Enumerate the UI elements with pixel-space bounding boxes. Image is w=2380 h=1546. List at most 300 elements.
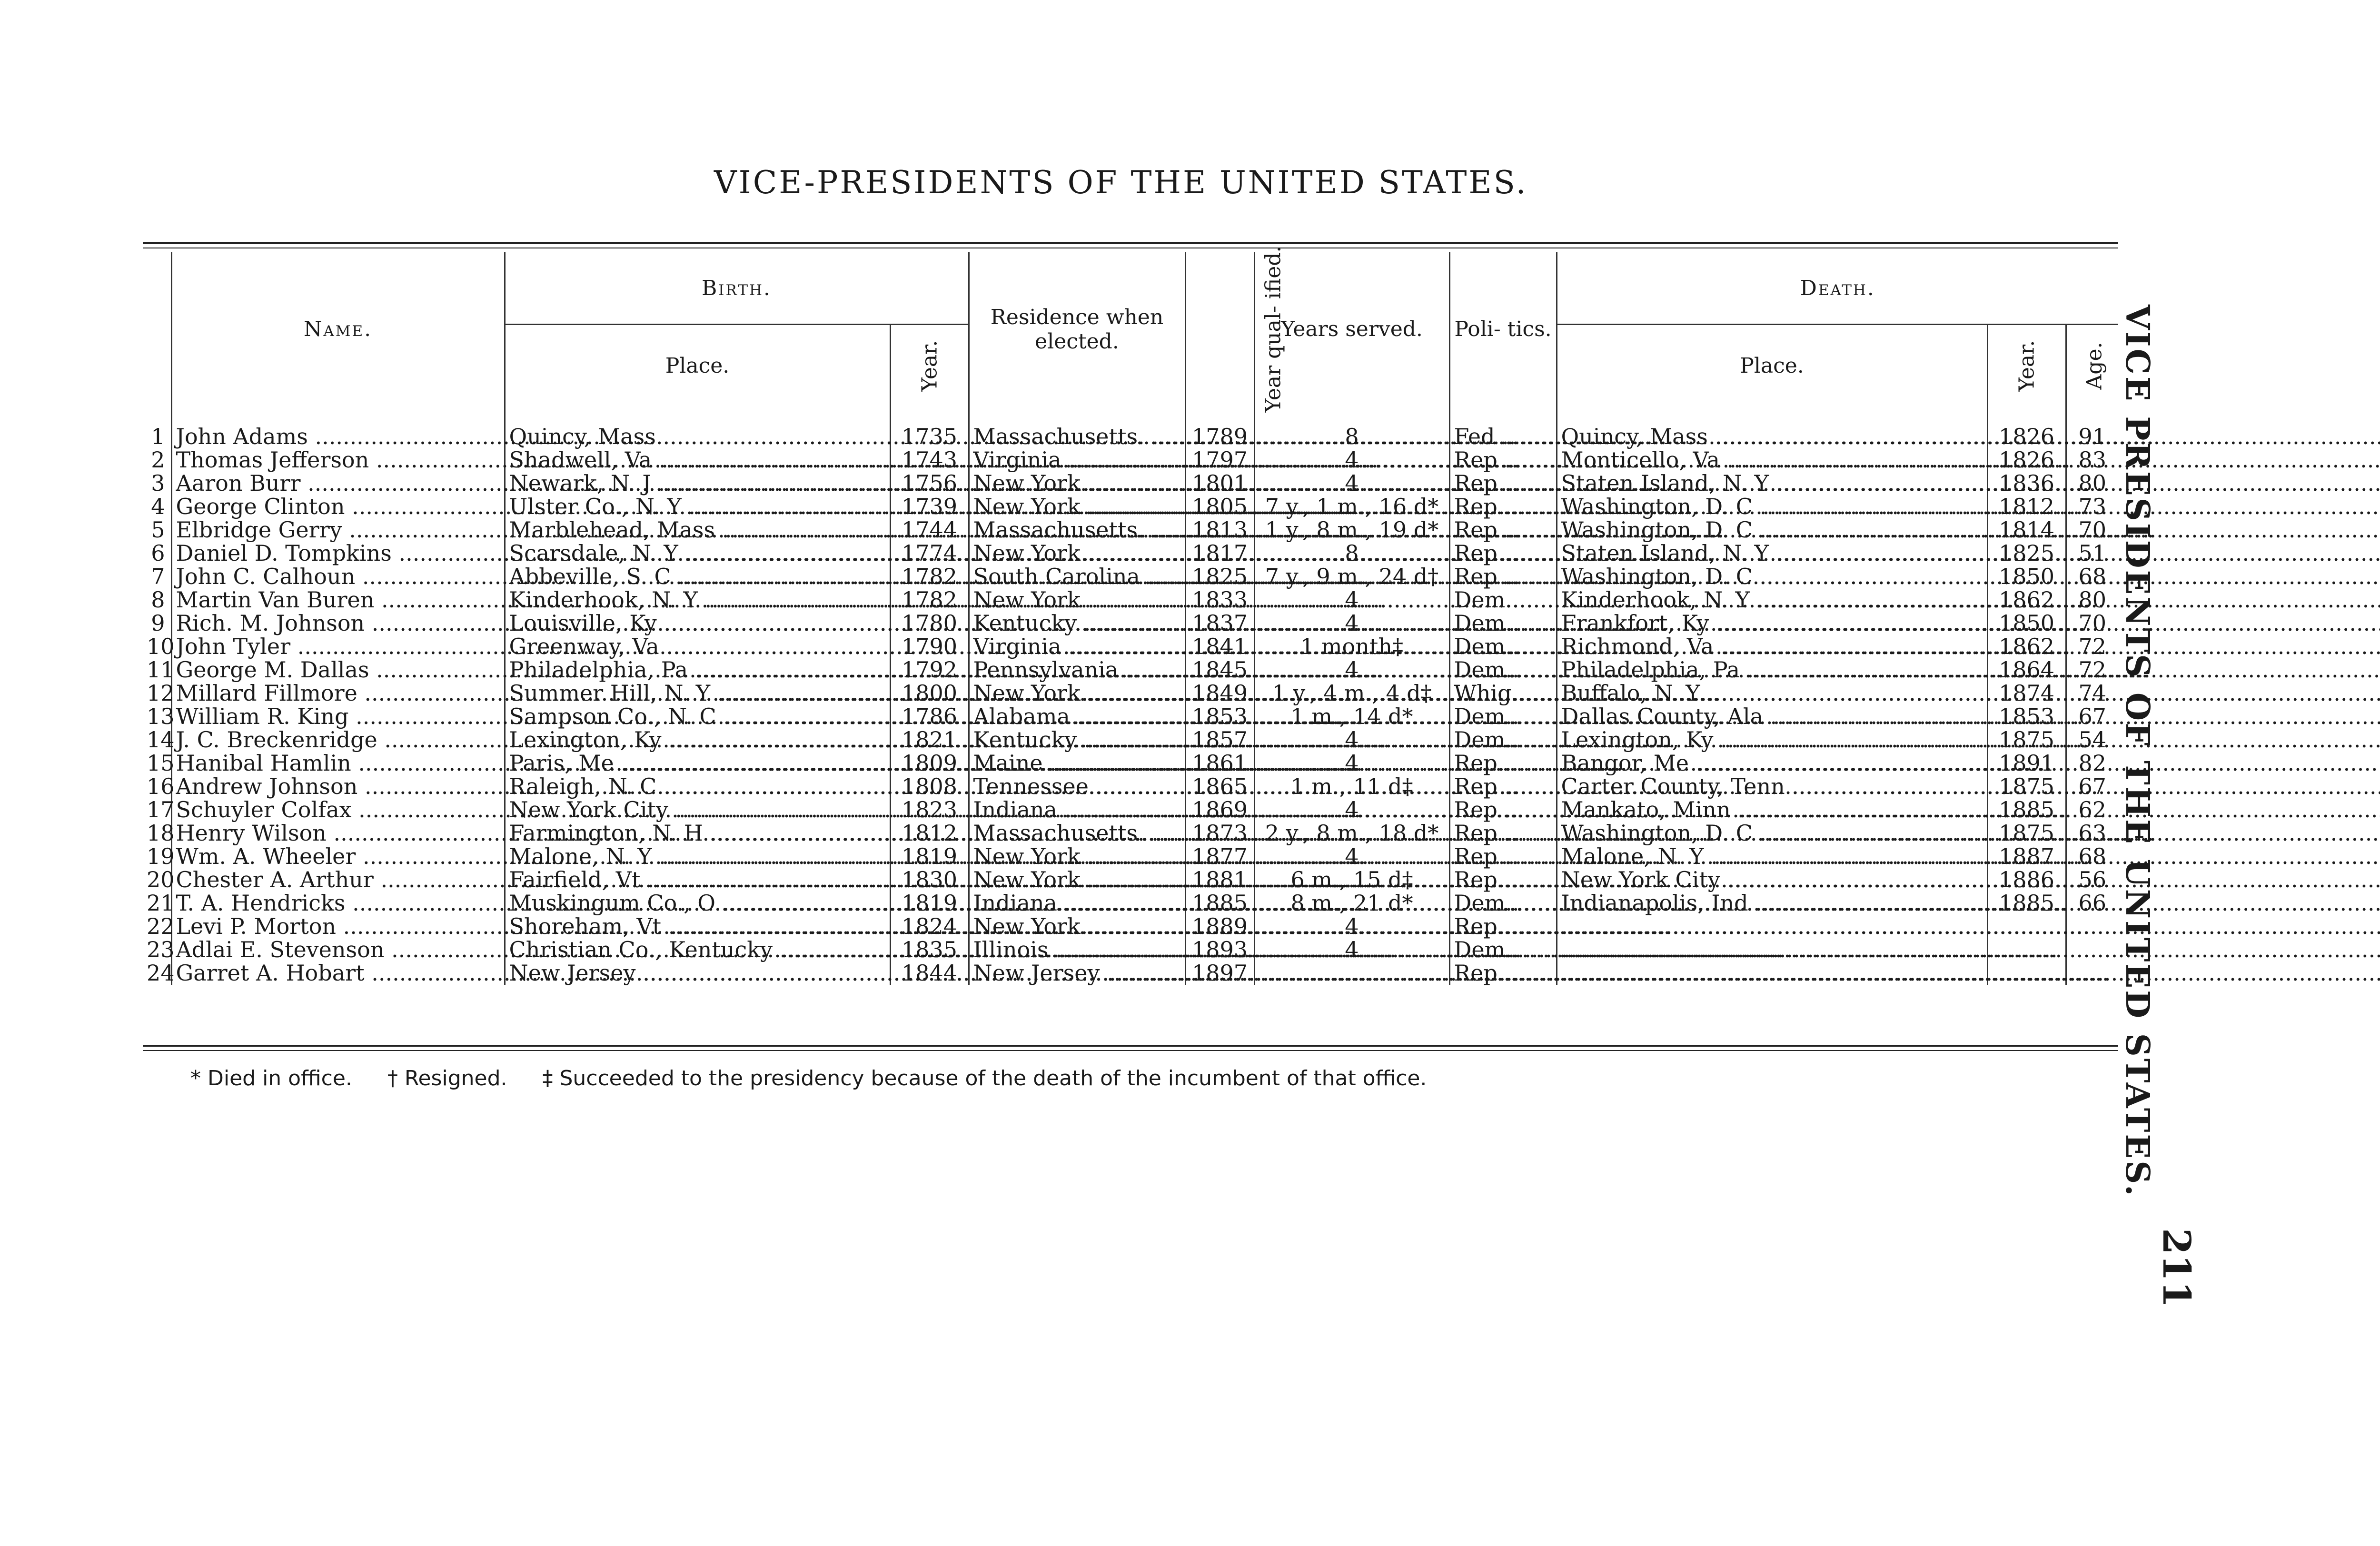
birth-place-cell: Sampson Co., N. C ..... bbox=[505, 705, 890, 728]
bottom-rule bbox=[143, 1045, 2118, 1047]
birth-place-cell: Newark, N. J ..... bbox=[505, 472, 890, 495]
politics-cell: Dem.. bbox=[1449, 705, 1557, 728]
vp-name-cell: Aaron Burr ..... bbox=[171, 472, 505, 495]
year-qualified-cell: 1797 bbox=[1185, 448, 1254, 472]
birth-year-cell: 1735 bbox=[890, 406, 969, 448]
table-row bbox=[143, 961, 2118, 985]
vp-name-cell: Henry Wilson ..... bbox=[171, 822, 505, 845]
birth-place-cell: New Jersey ..... bbox=[505, 961, 890, 985]
residence-cell: Kentucky ..... bbox=[969, 728, 1185, 752]
death-place-cell: Staten Island, N. Y ..... bbox=[1557, 472, 1987, 495]
years-served-cell: 6 m., 15 d‡ bbox=[1254, 868, 1449, 892]
age-cell: 67 bbox=[2066, 705, 2118, 728]
politics-cell: Rep .. bbox=[1449, 961, 1557, 985]
table-row bbox=[143, 658, 2118, 682]
politics-cell: Rep .. bbox=[1449, 448, 1557, 472]
birth-year-cell: 1786 bbox=[890, 705, 969, 728]
table-row bbox=[143, 682, 2118, 705]
birth-year-cell: 1774 bbox=[890, 542, 969, 565]
years-served-cell: 8 m., 21 d* bbox=[1254, 892, 1449, 915]
residence-cell: New York ..... bbox=[969, 845, 1185, 868]
table-row bbox=[143, 612, 2118, 635]
row-number-cell: 9 bbox=[151, 610, 165, 636]
residence-cell: Massachusetts. ..... bbox=[969, 822, 1185, 845]
table-row bbox=[143, 798, 2118, 822]
death-place-cell: Carter County, Tenn ..... bbox=[1557, 775, 1987, 798]
death-place-cell: New York City ..... bbox=[1557, 868, 1987, 892]
residence-cell: Maine ..... bbox=[969, 752, 1185, 775]
residence-cell: Indiana ..... bbox=[969, 798, 1185, 822]
death-year-label: Year. bbox=[2014, 340, 2039, 391]
birth-place-cell: Greenway, Va ..... bbox=[505, 635, 890, 658]
residence-cell: New York ..... bbox=[969, 682, 1185, 705]
row-number-cell: 5 bbox=[151, 517, 165, 543]
table-row bbox=[143, 728, 2118, 752]
year-qualified-label: Year qual- ified. bbox=[1260, 246, 1285, 413]
year-qualified-cell: 1801 bbox=[1185, 472, 1254, 495]
birth-place-cell: New York City ..... bbox=[505, 798, 890, 822]
death-place-cell: Richmond, Va ..... bbox=[1557, 635, 1987, 658]
vp-name-cell: Levi P. Morton ..... bbox=[171, 915, 505, 938]
age-cell: 91 bbox=[2066, 406, 2118, 448]
birth-place-cell: Lexington, Ky ..... bbox=[505, 728, 890, 752]
death-place-cell: Dallas County, Ala ..... bbox=[1557, 705, 1987, 728]
politics-cell: Rep .. bbox=[1449, 822, 1557, 845]
birth-year-cell: 1824 bbox=[890, 915, 969, 938]
age-cell: 83 bbox=[2066, 448, 2118, 472]
birth-year-cell: 1835 bbox=[890, 938, 969, 961]
table-row bbox=[143, 635, 2118, 658]
vp-name-cell: Hanibal Hamlin ..... bbox=[171, 752, 505, 775]
table-body bbox=[143, 406, 2118, 985]
residence-cell: New York ..... bbox=[969, 495, 1185, 518]
years-served-cell: 4 bbox=[1254, 448, 1449, 472]
years-served-cell: 7 y., 9 m., 24 d† bbox=[1254, 565, 1449, 588]
years-served-cell: 4 bbox=[1254, 798, 1449, 822]
birth-year-header bbox=[890, 325, 969, 406]
table-row bbox=[143, 495, 2118, 518]
vp-name-cell: Millard Fillmore ..... bbox=[171, 682, 505, 705]
footnote-succeeded: ‡ Succeeded to the presidency because of the death of the incumbent of that office. bbox=[542, 1066, 1427, 1090]
top-rule bbox=[143, 242, 2118, 244]
residence-cell: Virginia ..... bbox=[969, 448, 1185, 472]
birth-year-cell: 1782 bbox=[890, 588, 969, 612]
age-cell: 70 bbox=[2066, 518, 2118, 542]
page-number: 211 bbox=[2154, 1228, 2199, 1308]
vp-name-cell: Garret A. Hobart ..... bbox=[171, 961, 505, 985]
birth-header: Birth. bbox=[505, 252, 969, 325]
years-served-cell: 1 m., 11 d‡ bbox=[1254, 775, 1449, 798]
birth-place-cell: Marblehead, Mass ..... bbox=[505, 518, 890, 542]
residence-cell: Massachusetts. ..... bbox=[969, 518, 1185, 542]
row-number-cell: 10 bbox=[147, 634, 175, 659]
birth-year-cell: 1790 bbox=[890, 635, 969, 658]
death-year-cell: 1850 bbox=[1987, 612, 2066, 635]
death-year-cell: 1862 bbox=[1987, 588, 2066, 612]
residence-cell: New York ..... bbox=[969, 472, 1185, 495]
politics-cell: Fed .. bbox=[1449, 406, 1557, 448]
side-running-title: VICE PRESIDENTS OF THE UNITED STATES. bbox=[2118, 305, 2156, 1198]
birth-place-cell: Farmington, N. H ..... bbox=[505, 822, 890, 845]
death-place-cell: Mankato, Minn ..... bbox=[1557, 798, 1987, 822]
birth-place-cell: Paris, Me ..... bbox=[505, 752, 890, 775]
death-place-cell bbox=[1557, 938, 1987, 961]
death-header: Death. bbox=[1557, 252, 2118, 325]
row-number-cell: 3 bbox=[151, 470, 165, 496]
footnotes bbox=[190, 1066, 1455, 1090]
birth-year-cell: 1830 bbox=[890, 868, 969, 892]
politics-cell: Rep .. bbox=[1449, 518, 1557, 542]
birth-year-cell: 1823 bbox=[890, 798, 969, 822]
politics-cell: Dem.. bbox=[1449, 938, 1557, 961]
death-place-cell: Buffalo, N. Y ..... bbox=[1557, 682, 1987, 705]
year-qualified-cell: 1869 bbox=[1185, 798, 1254, 822]
birth-place-cell: Ulster Co., N. Y ..... bbox=[505, 495, 890, 518]
year-qualified-cell: 1833 bbox=[1185, 588, 1254, 612]
years-served-cell: 4 bbox=[1254, 915, 1449, 938]
politics-cell: Rep .. bbox=[1449, 868, 1557, 892]
residence-cell: Massachusetts. ..... bbox=[969, 406, 1185, 448]
politics-header: Poli- tics. bbox=[1449, 252, 1557, 406]
residence-cell: South Carolina ..... bbox=[969, 565, 1185, 588]
table-row bbox=[143, 868, 2118, 892]
age-cell: 63 bbox=[2066, 822, 2118, 845]
birth-year-cell: 1800 bbox=[890, 682, 969, 705]
birth-year-cell: 1744 bbox=[890, 518, 969, 542]
politics-cell: Dem.. bbox=[1449, 658, 1557, 682]
table-row bbox=[143, 565, 2118, 588]
politics-cell: Whig. bbox=[1449, 682, 1557, 705]
death-year-cell: 1875 bbox=[1987, 775, 2066, 798]
age-cell: 68 bbox=[2066, 565, 2118, 588]
birth-place-cell: Christian Co., Kentucky ..... bbox=[505, 938, 890, 961]
vp-name-cell: Martin Van Buren ..... bbox=[171, 588, 505, 612]
politics-cell: Rep .. bbox=[1449, 565, 1557, 588]
years-served-cell: 8 bbox=[1254, 406, 1449, 448]
years-served-header: Years served. bbox=[1254, 252, 1449, 406]
age-cell: 74 bbox=[2066, 682, 2118, 705]
death-place-cell: Bangor, Me ..... bbox=[1557, 752, 1987, 775]
years-served-cell: 4 bbox=[1254, 658, 1449, 682]
age-cell: 51 bbox=[2066, 542, 2118, 565]
years-served-cell: 4 bbox=[1254, 728, 1449, 752]
birth-year-cell: 1844 bbox=[890, 961, 969, 985]
birth-year-cell: 1743 bbox=[890, 448, 969, 472]
age-cell: 80 bbox=[2066, 588, 2118, 612]
birth-place-cell: Muskingum Co., O ..... bbox=[505, 892, 890, 915]
table-row bbox=[143, 472, 2118, 495]
age-cell: 62 bbox=[2066, 798, 2118, 822]
birth-year-cell: 1812 bbox=[890, 822, 969, 845]
years-served-cell: 4 bbox=[1254, 588, 1449, 612]
row-number-cell: 1 bbox=[151, 424, 165, 449]
row-number-cell: 20 bbox=[147, 867, 175, 892]
politics-cell: Rep .. bbox=[1449, 915, 1557, 938]
age-label: Age. bbox=[2082, 342, 2106, 389]
death-place-cell bbox=[1557, 915, 1987, 938]
death-place-cell: Washington, D. C ..... bbox=[1557, 565, 1987, 588]
death-year-cell: 1874 bbox=[1987, 682, 2066, 705]
death-year-header bbox=[1987, 325, 2066, 406]
year-qualified-cell: 1841 bbox=[1185, 635, 1254, 658]
death-place-cell: Quincy, Mass ..... bbox=[1557, 406, 1987, 448]
vp-name-cell: John C. Calhoun ..... bbox=[171, 565, 505, 588]
years-served-cell: 4 bbox=[1254, 472, 1449, 495]
years-served-cell: 1 month‡ bbox=[1254, 635, 1449, 658]
year-qualified-cell: 1873 bbox=[1185, 822, 1254, 845]
death-year-cell: 1826 bbox=[1987, 448, 2066, 472]
death-place-cell: Monticello, Va ..... bbox=[1557, 448, 1987, 472]
row-number-cell: 16 bbox=[147, 773, 175, 799]
birth-year-cell: 1782 bbox=[890, 565, 969, 588]
table-row bbox=[143, 752, 2118, 775]
vp-name-cell: John Adams ..... bbox=[171, 406, 505, 448]
table-row bbox=[143, 542, 2118, 565]
year-qualified-cell: 1825 bbox=[1185, 565, 1254, 588]
death-place-cell: Malone, N. Y ..... bbox=[1557, 845, 1987, 868]
years-served-cell: 1 y., 8 m., 19 d* bbox=[1254, 518, 1449, 542]
year-qualified-cell: 1897 bbox=[1185, 961, 1254, 985]
death-place-cell bbox=[1557, 961, 1987, 985]
table-row bbox=[143, 822, 2118, 845]
age-cell: 68 bbox=[2066, 845, 2118, 868]
death-year-cell: 1862 bbox=[1987, 635, 2066, 658]
row-number-cell: 12 bbox=[147, 680, 175, 706]
vp-name-cell: J. C. Breckenridge ..... bbox=[171, 728, 505, 752]
row-number-cell: 18 bbox=[147, 820, 175, 846]
death-place-cell: Washington, D. C ..... bbox=[1557, 822, 1987, 845]
row-number-cell: 6 bbox=[151, 540, 165, 566]
death-year-cell: 1875 bbox=[1987, 822, 2066, 845]
year-qualified-cell: 1889 bbox=[1185, 915, 1254, 938]
row-number-cell: 15 bbox=[147, 750, 175, 776]
age-cell: 67 bbox=[2066, 775, 2118, 798]
age-cell: 72 bbox=[2066, 658, 2118, 682]
row-number-cell: 14 bbox=[147, 727, 175, 753]
death-place-cell: Kinderhook, N. Y ..... bbox=[1557, 588, 1987, 612]
death-year-cell: 1853 bbox=[1987, 705, 2066, 728]
death-year-cell: 1887 bbox=[1987, 845, 2066, 868]
age-cell: 66 bbox=[2066, 892, 2118, 915]
death-year-cell: 1864 bbox=[1987, 658, 2066, 682]
residence-cell: Tennessee ..... bbox=[969, 775, 1185, 798]
year-qualified-cell: 1813 bbox=[1185, 518, 1254, 542]
row-number-cell: 17 bbox=[147, 797, 175, 823]
birth-year-cell: 1819 bbox=[890, 892, 969, 915]
birth-year-cell: 1808 bbox=[890, 775, 969, 798]
row-number-cell: 24 bbox=[147, 960, 175, 986]
death-year-cell: 1826 bbox=[1987, 406, 2066, 448]
table-row bbox=[143, 518, 2118, 542]
row-number-cell: 8 bbox=[151, 587, 165, 613]
year-qualified-cell: 1877 bbox=[1185, 845, 1254, 868]
death-place-cell: Indianapolis, Ind ..... bbox=[1557, 892, 1987, 915]
death-year-cell: 1885 bbox=[1987, 892, 2066, 915]
age-header bbox=[2066, 325, 2118, 406]
death-year-cell: 1812 bbox=[1987, 495, 2066, 518]
residence-cell: Illinois ..... bbox=[969, 938, 1185, 961]
table-row bbox=[143, 845, 2118, 868]
residence-cell: Alabama ..... bbox=[969, 705, 1185, 728]
birth-place-cell: Abbeville, S. C ..... bbox=[505, 565, 890, 588]
residence-cell: New Jersey ..... bbox=[969, 961, 1185, 985]
vp-name-cell: Wm. A. Wheeler ..... bbox=[171, 845, 505, 868]
year-qualified-cell: 1817 bbox=[1185, 542, 1254, 565]
politics-cell: Dem.. bbox=[1449, 588, 1557, 612]
birth-place-cell: Raleigh, N. C ..... bbox=[505, 775, 890, 798]
vp-name-cell: Rich. M. Johnson ..... bbox=[171, 612, 505, 635]
vp-name-cell: Thomas Jefferson ..... bbox=[171, 448, 505, 472]
politics-cell: Rep.. bbox=[1449, 752, 1557, 775]
table-row bbox=[143, 892, 2118, 915]
death-place-cell: Frankfort, Ky ..... bbox=[1557, 612, 1987, 635]
age-cell: 73 bbox=[2066, 495, 2118, 518]
vp-name-cell: George M. Dallas ..... bbox=[171, 658, 505, 682]
year-qualified-header bbox=[1185, 246, 1285, 413]
vp-name-cell: Andrew Johnson ..... bbox=[171, 775, 505, 798]
year-qualified-cell: 1789 bbox=[1185, 406, 1254, 448]
residence-cell: Kentucky ..... bbox=[969, 612, 1185, 635]
residence-cell: New York ..... bbox=[969, 542, 1185, 565]
residence-header: Residence when elected. bbox=[969, 252, 1185, 406]
years-served-cell: 2 y., 8 m., 18 d* bbox=[1254, 822, 1449, 845]
footnote-died: * Died in office. bbox=[190, 1066, 352, 1090]
birth-place-cell: Louisville, Ky ..... bbox=[505, 612, 890, 635]
vp-name-cell: George Clinton ..... bbox=[171, 495, 505, 518]
politics-cell: Rep .. bbox=[1449, 495, 1557, 518]
footnote-resigned: † Resigned. bbox=[387, 1066, 507, 1090]
row-number-cell: 22 bbox=[147, 913, 175, 939]
politics-cell: Dem.. bbox=[1449, 612, 1557, 635]
year-qualified-cell: 1885 bbox=[1185, 892, 1254, 915]
row-number-header bbox=[143, 252, 171, 406]
birth-place-cell: Kinderhook, N. Y ..... bbox=[505, 588, 890, 612]
vp-name-cell: T. A. Hendricks ..... bbox=[171, 892, 505, 915]
vice-presidents-table bbox=[143, 246, 2118, 986]
row-number-cell: 4 bbox=[151, 494, 165, 519]
residence-cell: Virginia ..... bbox=[969, 635, 1185, 658]
death-place-header: Place. bbox=[1557, 325, 1987, 406]
birth-place-cell: Quincy, Mass ..... bbox=[505, 406, 890, 448]
birth-year-cell: 1819 bbox=[890, 845, 969, 868]
death-year-cell: 1875 bbox=[1987, 728, 2066, 752]
years-served-cell: 1 m., 14 d* bbox=[1254, 705, 1449, 728]
birth-place-cell: Philadelphia, Pa ..... bbox=[505, 658, 890, 682]
death-place-cell: Philadelphia, Pa ..... bbox=[1557, 658, 1987, 682]
year-qualified-cell: 1849 bbox=[1185, 682, 1254, 705]
year-qualified-cell: 1845 bbox=[1185, 658, 1254, 682]
death-year-cell: 1836 bbox=[1987, 472, 2066, 495]
birth-year-cell: 1756 bbox=[890, 472, 969, 495]
politics-cell: Rep .. bbox=[1449, 472, 1557, 495]
years-served-cell: 4 bbox=[1254, 612, 1449, 635]
birth-year-label: Year. bbox=[917, 340, 942, 391]
year-qualified-cell: 1837 bbox=[1185, 612, 1254, 635]
residence-cell: Indiana ..... bbox=[969, 892, 1185, 915]
year-qualified-cell: 1853 bbox=[1185, 705, 1254, 728]
row-number-cell: 21 bbox=[147, 890, 175, 916]
death-place-cell: Washington, D. C ..... bbox=[1557, 518, 1987, 542]
years-served-cell: 7 y., 1 m., 16 d* bbox=[1254, 495, 1449, 518]
table-row bbox=[143, 915, 2118, 938]
row-number-cell: 11 bbox=[147, 657, 175, 683]
birth-place-cell: Fairfield, Vt ..... bbox=[505, 868, 890, 892]
page-title: VICE-PRESIDENTS OF THE UNITED STATES. bbox=[714, 164, 1528, 201]
birth-place-cell: Malone, N. Y ..... bbox=[505, 845, 890, 868]
politics-cell: Rep .. bbox=[1449, 845, 1557, 868]
age-cell: 56 bbox=[2066, 868, 2118, 892]
table-row bbox=[143, 448, 2118, 472]
table-row bbox=[143, 705, 2118, 728]
row-number-cell: 2 bbox=[151, 447, 165, 473]
politics-cell: Rep .. bbox=[1449, 542, 1557, 565]
row-number-cell: 7 bbox=[151, 564, 165, 589]
birth-year-cell: 1739 bbox=[890, 495, 969, 518]
vp-name-cell: Chester A. Arthur ..... bbox=[171, 868, 505, 892]
birth-year-cell: 1780 bbox=[890, 612, 969, 635]
table-row bbox=[143, 406, 2118, 448]
birth-year-cell: 1821 bbox=[890, 728, 969, 752]
year-qualified-cell: 1805 bbox=[1185, 495, 1254, 518]
death-year-cell: 1850 bbox=[1987, 565, 2066, 588]
death-year-cell: 1814 bbox=[1987, 518, 2066, 542]
vp-name-cell: William R. King ..... bbox=[171, 705, 505, 728]
death-year-cell: 1886 bbox=[1987, 868, 2066, 892]
bottom-rule-thin bbox=[143, 1050, 2118, 1051]
birth-place-cell: Shoreham, Vt ..... bbox=[505, 915, 890, 938]
politics-cell: Dem.. bbox=[1449, 728, 1557, 752]
years-served-cell: 4 bbox=[1254, 752, 1449, 775]
residence-cell: Pennsylvania .. ..... bbox=[969, 658, 1185, 682]
death-year-cell: 1825 bbox=[1987, 542, 2066, 565]
year-qualified-cell: 1861 bbox=[1185, 752, 1254, 775]
year-qualified-cell: 1865 bbox=[1185, 775, 1254, 798]
birth-place-cell: Summer Hill, N. Y ..... bbox=[505, 682, 890, 705]
name-header: Name. bbox=[171, 252, 505, 406]
years-served-cell: 4 bbox=[1254, 845, 1449, 868]
birth-place-header: Place. bbox=[505, 325, 890, 406]
age-cell: 80 bbox=[2066, 472, 2118, 495]
death-place-cell: Staten Island, N. Y ..... bbox=[1557, 542, 1987, 565]
residence-cell: New York ..... bbox=[969, 868, 1185, 892]
row-number-cell: 23 bbox=[147, 937, 175, 962]
year-qualified-cell: 1893 bbox=[1185, 938, 1254, 961]
death-place-cell: Washington, D. C ..... bbox=[1557, 495, 1987, 518]
vp-name-cell: Elbridge Gerry ..... bbox=[171, 518, 505, 542]
year-qualified-cell: 1881 bbox=[1185, 868, 1254, 892]
age-cell: 72 bbox=[2066, 635, 2118, 658]
age-cell: 54 bbox=[2066, 728, 2118, 752]
years-served-cell: 4 bbox=[1254, 938, 1449, 961]
politics-cell: Rep .. bbox=[1449, 798, 1557, 822]
years-served-cell: 8 bbox=[1254, 542, 1449, 565]
birth-year-cell: 1792 bbox=[890, 658, 969, 682]
residence-cell: New York ..... bbox=[969, 915, 1185, 938]
residence-cell: New York ..... bbox=[969, 588, 1185, 612]
row-number-cell: 13 bbox=[147, 704, 175, 729]
vp-name-cell: Adlai E. Stevenson ..... bbox=[171, 938, 505, 961]
table-row bbox=[143, 775, 2118, 798]
politics-cell: Dem.. bbox=[1449, 635, 1557, 658]
year-qualified-cell: 1857 bbox=[1185, 728, 1254, 752]
birth-place-cell: Shadwell, Va ..... bbox=[505, 448, 890, 472]
vp-name-cell: Daniel D. Tompkins ..... bbox=[171, 542, 505, 565]
politics-cell: Rep .. bbox=[1449, 775, 1557, 798]
death-place-cell: Lexington, Ky ..... bbox=[1557, 728, 1987, 752]
age-cell: 70 bbox=[2066, 612, 2118, 635]
years-served-cell: 1 y., 4 m., 4 d‡ bbox=[1254, 682, 1449, 705]
vp-name-cell: John Tyler ..... bbox=[171, 635, 505, 658]
